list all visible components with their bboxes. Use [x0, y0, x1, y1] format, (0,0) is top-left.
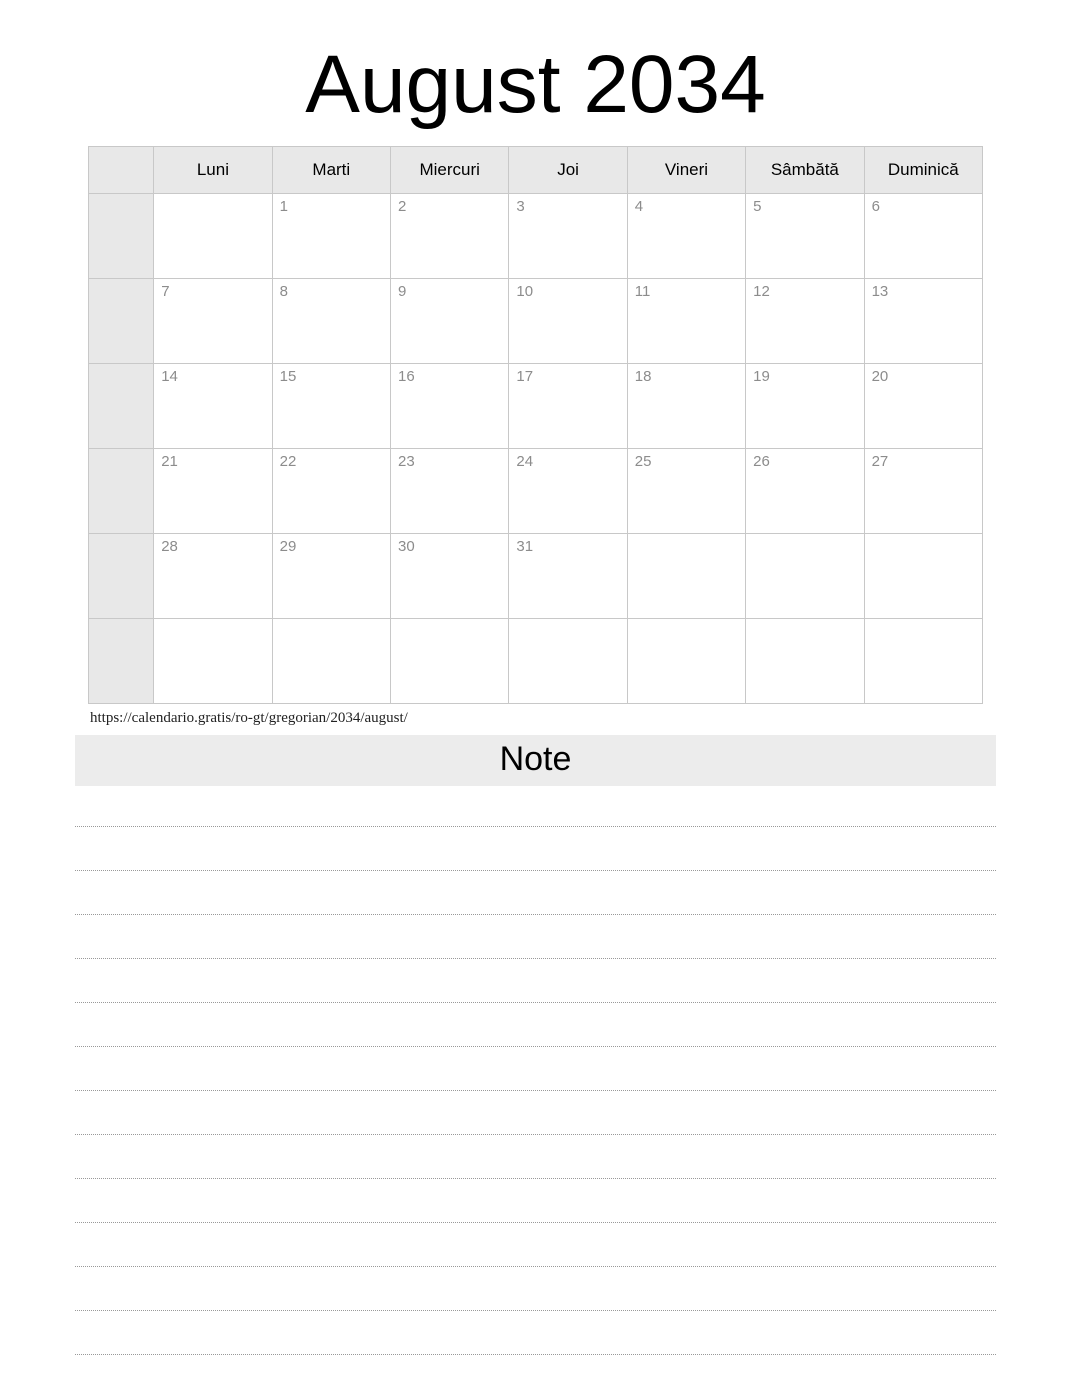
note-line[interactable]	[75, 1047, 996, 1091]
day-cell[interactable]	[391, 194, 509, 279]
day-cell[interactable]	[272, 279, 390, 364]
day-cell[interactable]	[864, 449, 982, 534]
day-number: 27	[871, 453, 889, 470]
note-line[interactable]	[75, 871, 996, 915]
day-cell[interactable]	[154, 364, 272, 449]
day-cell[interactable]	[864, 534, 982, 619]
day-cell[interactable]	[509, 619, 627, 704]
day-number: 17	[516, 368, 534, 385]
day-number	[391, 619, 508, 624]
weekday-header-monday: Luni	[154, 147, 272, 194]
day-number: 22	[279, 453, 297, 470]
day-cell[interactable]	[391, 619, 509, 704]
day-number: 28	[161, 538, 178, 555]
day-cell[interactable]	[154, 534, 272, 619]
day-number: 18	[634, 368, 652, 385]
week-number-cell	[89, 279, 154, 364]
day-number: 11	[634, 283, 651, 300]
day-cell[interactable]	[509, 194, 627, 279]
day-cell[interactable]	[627, 534, 745, 619]
note-line[interactable]	[75, 1091, 996, 1135]
day-number	[154, 619, 271, 624]
notes-section	[75, 735, 996, 1355]
day-number: 8	[279, 283, 288, 300]
calendar-week-row	[89, 279, 983, 364]
calendar-week-row	[89, 449, 983, 534]
weekday-header-tuesday: Marti	[272, 147, 390, 194]
day-cell[interactable]	[864, 619, 982, 704]
day-cell[interactable]	[746, 279, 864, 364]
note-line[interactable]	[75, 1179, 996, 1223]
day-cell[interactable]	[154, 279, 272, 364]
weekday-header-sunday: Duminică	[864, 147, 982, 194]
day-number: 6	[871, 198, 880, 215]
day-number	[865, 534, 982, 539]
day-cell[interactable]	[627, 194, 745, 279]
week-number-cell	[89, 534, 154, 619]
day-number	[865, 619, 982, 624]
note-line[interactable]	[75, 1003, 996, 1047]
week-number-cell	[89, 194, 154, 279]
week-number-corner	[89, 147, 154, 194]
week-number-cell	[89, 449, 154, 534]
day-cell[interactable]	[509, 449, 627, 534]
note-line[interactable]	[75, 915, 996, 959]
day-number	[273, 619, 390, 624]
day-number: 12	[753, 283, 770, 300]
day-number	[628, 619, 745, 624]
day-cell[interactable]	[509, 364, 627, 449]
calendar-week-row	[89, 364, 983, 449]
weekday-header-friday: Vineri	[627, 147, 745, 194]
calendar-body	[89, 194, 983, 704]
week-number-cell	[89, 619, 154, 704]
weekday-header-wednesday: Miercuri	[391, 147, 509, 194]
note-line[interactable]	[75, 959, 996, 1003]
day-cell[interactable]	[746, 364, 864, 449]
day-cell[interactable]	[746, 534, 864, 619]
day-number: 2	[398, 198, 407, 215]
day-cell[interactable]	[154, 194, 272, 279]
day-number	[628, 534, 745, 539]
day-number: 20	[871, 368, 889, 385]
day-number: 10	[516, 283, 534, 300]
day-cell[interactable]	[509, 279, 627, 364]
day-number: 4	[634, 198, 644, 215]
day-cell[interactable]	[746, 619, 864, 704]
day-cell[interactable]	[391, 279, 509, 364]
day-cell[interactable]	[627, 449, 745, 534]
notes-title: Note	[75, 735, 996, 786]
day-cell[interactable]	[391, 534, 509, 619]
day-cell[interactable]	[627, 364, 745, 449]
day-cell[interactable]	[272, 194, 390, 279]
note-line[interactable]	[75, 1135, 996, 1179]
day-number	[154, 194, 271, 199]
calendar-week-row	[89, 194, 983, 279]
note-line[interactable]	[75, 1223, 996, 1267]
calendar-container	[88, 146, 983, 704]
note-line[interactable]	[75, 1311, 996, 1355]
calendar-week-row	[89, 619, 983, 704]
note-line[interactable]	[75, 1267, 996, 1311]
day-cell[interactable]	[272, 364, 390, 449]
day-number: 14	[161, 368, 178, 385]
day-cell[interactable]	[864, 364, 982, 449]
day-number: 19	[753, 368, 770, 385]
note-line[interactable]	[75, 786, 996, 827]
day-number: 24	[516, 453, 534, 470]
day-number: 1	[279, 198, 288, 215]
day-cell[interactable]	[627, 279, 745, 364]
day-number: 16	[398, 368, 415, 385]
day-cell[interactable]	[627, 619, 745, 704]
day-number: 26	[753, 453, 770, 470]
day-number: 23	[398, 453, 415, 470]
calendar-week-row	[89, 534, 983, 619]
day-cell[interactable]	[864, 279, 982, 364]
day-cell[interactable]	[154, 619, 272, 704]
day-number: 29	[279, 538, 297, 555]
day-cell[interactable]	[391, 449, 509, 534]
notes-lines	[75, 786, 996, 1355]
day-number	[746, 619, 863, 624]
day-cell[interactable]	[864, 194, 982, 279]
day-number: 3	[516, 198, 525, 215]
calendar-header-row	[89, 147, 983, 194]
day-cell[interactable]	[154, 449, 272, 534]
day-cell[interactable]	[746, 194, 864, 279]
day-number: 31	[516, 538, 534, 555]
day-number	[746, 534, 863, 539]
page-title: August 2034	[305, 39, 766, 130]
day-number: 30	[398, 538, 415, 555]
day-cell[interactable]	[746, 449, 864, 534]
day-number: 25	[634, 453, 652, 470]
calendar-table	[88, 146, 983, 704]
day-number: 21	[161, 453, 178, 470]
day-cell[interactable]	[272, 534, 390, 619]
day-number: 7	[161, 283, 170, 300]
day-number	[509, 619, 626, 624]
day-cell[interactable]	[509, 534, 627, 619]
day-number: 9	[398, 283, 407, 300]
day-number: 5	[753, 198, 762, 215]
note-line[interactable]	[75, 827, 996, 871]
weekday-header-thursday: Joi	[509, 147, 627, 194]
day-number: 15	[279, 368, 297, 385]
week-number-cell	[89, 364, 154, 449]
day-number: 13	[871, 283, 889, 300]
day-cell[interactable]	[272, 449, 390, 534]
day-cell[interactable]	[391, 364, 509, 449]
day-cell[interactable]	[272, 619, 390, 704]
weekday-header-saturday: Sâmbătă	[746, 147, 864, 194]
source-url[interactable]: https://calendario.gratis/ro-gt/gregorian/2034/august/	[90, 710, 408, 726]
